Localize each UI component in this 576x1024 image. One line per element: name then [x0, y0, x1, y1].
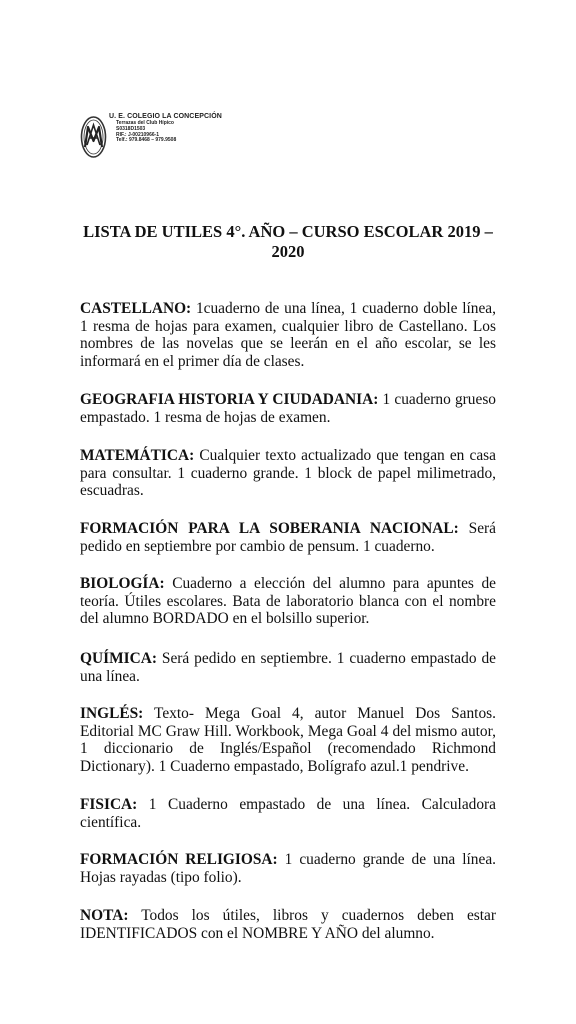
section-matematica	[80, 447, 496, 500]
school-info	[109, 113, 222, 144]
section-text: Será pedido en septiembre por cambio de pensum. 1 cuaderno.	[80, 520, 497, 555]
section-text: Será pedido en septiembre. 1 cuaderno empastado de una línea.	[80, 650, 496, 685]
section-heading: BIOLOGÍA:	[80, 575, 165, 592]
section-heading: INGLÉS:	[80, 705, 144, 722]
section-biologia	[80, 575, 496, 628]
section-text: Cualquier texto actualizado que tengan en casa para consultar. 1 cuaderno grande. 1 block de papel milimetrado, escuadras.	[80, 447, 496, 500]
section-text: 1cuaderno de una línea, 1 cuaderno doble línea, 1 resma de hojas para examen, cualquier libro de Castellano. Los nombres de las novelas que se leerán en el año escolar, se les informará en el primer día de clases.	[80, 300, 496, 370]
school-code: S0318D1503	[116, 125, 146, 132]
section-text: 1 cuaderno grueso empastado. 1 resma de hojas de examen.	[80, 391, 496, 426]
document-title: LISTA DE UTILES 4°. AÑO – CURSO ESCOLAR 2019 – 2020	[83, 222, 493, 261]
section-heading: FORMACIÓN RELIGIOSA:	[80, 851, 278, 868]
section-fisica	[80, 796, 496, 831]
section-heading: CASTELLANO:	[80, 300, 192, 317]
section-heading: FISICA:	[80, 796, 138, 813]
section-heading: MATEMÁTICA:	[80, 447, 195, 464]
school-name: U. E. COLEGIO LA CONCEPCIÓN	[109, 113, 222, 120]
section-castellano	[80, 300, 496, 370]
school-phone: Telf.: 979.8468 – 979.9508	[116, 137, 177, 144]
school-address: Terrazas del Club Hípico	[116, 120, 174, 127]
section-heading: FORMACIÓN PARA LA SOBERANIA NACIONAL:	[80, 520, 459, 537]
school-header	[80, 113, 280, 161]
section-nota	[80, 907, 496, 942]
section-text: Texto- Mega Goal 4, autor Manuel Dos Santos. Editorial MC Graw Hill. Workbook, Mega Goal 4 del mismo autor, 1 diccionario de Inglés/Español (recomendado Richmond Dictionary). 1 Cuaderno empastado, Bolígrafo azul.1 pendrive.	[80, 705, 496, 775]
section-ingles	[80, 705, 496, 775]
section-soberania	[80, 520, 496, 555]
section-text: 1 cuaderno grande de una línea. Hojas rayadas (tipo folio).	[80, 851, 496, 886]
section-heading: QUÍMICA:	[80, 650, 157, 667]
school-logo-icon	[80, 115, 107, 159]
school-rif: RIF.: J-00210966-1	[116, 131, 160, 138]
section-heading: GEOGRAFIA HISTORIA Y CIUDADANIA:	[80, 391, 379, 408]
section-text: Cuaderno a elección del alumno para apuntes de teoría. Útiles escolares. Bata de laboratorio blanca con el nombre del alumno BORDADO en el bolsillo superior.	[80, 575, 496, 628]
section-text: Todos los útiles, libros y cuadernos deben estar IDENTIFICADOS con el NOMBRE Y AÑO del alumno.	[80, 907, 496, 942]
section-quimica	[80, 650, 496, 685]
section-geografia	[80, 391, 496, 426]
section-religiosa	[80, 851, 496, 886]
section-text: 1 Cuaderno empastado de una línea. Calculadora científica.	[80, 796, 496, 831]
section-heading: NOTA:	[80, 907, 129, 924]
